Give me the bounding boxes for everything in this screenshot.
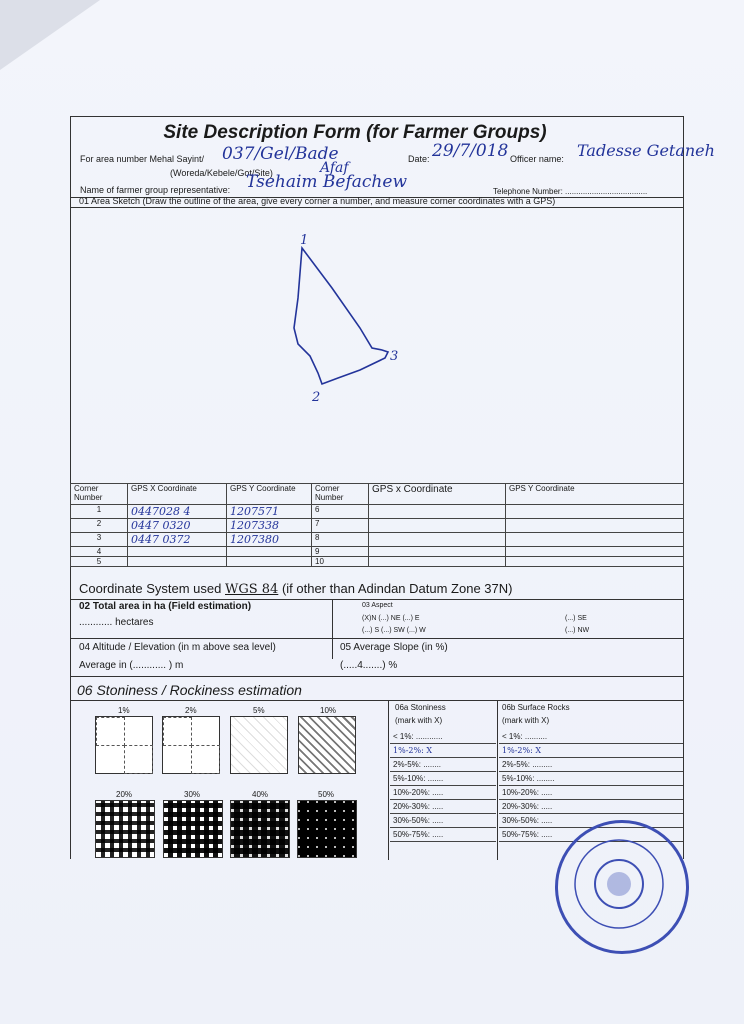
sketch-outline [294, 248, 388, 384]
gps-y2-value [506, 557, 684, 567]
table-row [71, 519, 684, 533]
corner-label-1: 1 [300, 233, 309, 248]
gps-y-value: 1207571 [227, 505, 312, 519]
total-area-hectares: ............ hectares [79, 617, 154, 628]
woreda-label: (Woreda/Kebele/Got/Site) [170, 168, 273, 178]
rocks-row: 1%-2%: X [499, 744, 683, 758]
woreda-extra: Afaf [320, 160, 349, 176]
gps-y2-value [506, 547, 684, 557]
aspect-line-2: (...) S (...) SW (...) W [362, 627, 426, 634]
header-corner: Corner Number [71, 484, 128, 505]
coord-system-label: Coordinate System used [79, 581, 222, 596]
stoniness-row: 50%-75%: ..... [390, 828, 496, 842]
slope-value: (.....4.......) % [340, 660, 398, 671]
table-row [71, 547, 684, 557]
rule [70, 599, 684, 600]
stoniness-pattern-6 [163, 800, 223, 858]
gps-x-value: 0447028 4 [128, 505, 227, 519]
corner-number-2: 10 [312, 557, 369, 567]
rule [388, 700, 389, 860]
rocks-row: 50%-75%: ..... [499, 828, 683, 842]
corner-number: 5 [71, 557, 128, 567]
rule [70, 700, 684, 701]
rocks-row: 30%-50%: ..... [499, 814, 683, 828]
altitude-label: 04 Altitude / Elevation (in m above sea level) [79, 642, 276, 653]
coord-system-value: WGS 84 [224, 582, 279, 597]
stoniness-row: 20%-30%: ..... [390, 800, 496, 814]
rule [70, 676, 684, 677]
frame-top [70, 116, 684, 117]
stoniness-row: 2%-5%: ........ [390, 758, 496, 772]
gps-y-value [227, 547, 312, 557]
table-header-row [71, 484, 684, 505]
col-a-title: 06a Stoniness [395, 703, 446, 712]
table-row [71, 533, 684, 547]
corner-number: 4 [71, 547, 128, 557]
officer-label: Officer name: [510, 154, 564, 164]
rocks-row: 2%-5%: ......... [499, 758, 683, 772]
gps-x-value: 0447 0372 [128, 533, 227, 547]
stoniness-pattern-4 [298, 716, 356, 774]
header-gps-y: GPS Y Coordinate [227, 484, 312, 505]
rep-value: Tsehaim Befachew [246, 172, 407, 192]
stoniness-pattern-2 [162, 716, 220, 774]
gps-x-value [128, 547, 227, 557]
pattern-label: 30% [184, 790, 201, 799]
area-value: 037/Gel/Bade [222, 144, 339, 164]
pattern-label: 1% [118, 706, 130, 715]
rule [70, 638, 684, 639]
gps-x2-value [369, 557, 506, 567]
corner-number-2: 7 [312, 519, 369, 533]
aspect-label: 03 Aspect [362, 602, 393, 609]
coord-system-note: (if other than Adindan Datum Zone 37N) [281, 581, 513, 596]
rule [332, 599, 333, 659]
header-gps-x: GPS X Coordinate [128, 484, 227, 505]
area-label: For area number Mehal Sayint/ [80, 154, 205, 164]
pattern-label: 20% [116, 790, 133, 799]
col-b-title: 06b Surface Rocks [502, 703, 570, 712]
pattern-cell [124, 745, 153, 774]
table-row [71, 557, 684, 567]
corner-number: 2 [71, 519, 128, 533]
pattern-label: 40% [252, 790, 269, 799]
area-sketch [70, 208, 684, 483]
slope-label: 05 Average Slope (in %) [340, 642, 448, 653]
gps-y2-value [506, 519, 684, 533]
gps-y-value: 1207380 [227, 533, 312, 547]
rocks-row: 5%-10%: ........ [499, 772, 683, 786]
pattern-label: 50% [318, 790, 335, 799]
stoniness-row: 5%-10%: ....... [390, 772, 496, 786]
officer-value: Tadesse Getaneh [577, 141, 715, 160]
header-corner-2: Corner Number [312, 484, 369, 505]
pattern-label: 2% [185, 706, 197, 715]
coordinate-table [70, 483, 684, 567]
stoniness-table [390, 730, 496, 842]
table-row [71, 505, 684, 519]
stoniness-heading: 06 Stoniness / Rockiness estimation [77, 682, 302, 698]
date-label: Date: [408, 154, 430, 164]
pattern-cell [191, 745, 220, 774]
corner-number: 1 [71, 505, 128, 519]
gps-x-value [128, 557, 227, 567]
pattern-cell [96, 717, 125, 746]
col-b-sub: (mark with X) [502, 716, 550, 725]
form-title: Site Description Form (for Farmer Groups) [163, 122, 547, 143]
pattern-cell [163, 717, 192, 746]
altitude-average: Average in (............ ) m [79, 660, 184, 671]
sketch-header: 01 Area Sketch (Draw the outline of the area, give every corner a number, and measure corner coordinates with a GPS) [79, 196, 556, 206]
gps-y2-value [506, 505, 684, 519]
pattern-label: 5% [253, 706, 265, 715]
col-a-sub: (mark with X) [395, 716, 443, 725]
stoniness-pattern-3 [230, 716, 288, 774]
rocks-row: < 1%: .......... [499, 730, 683, 744]
date-value: 29/7/018 [432, 141, 509, 161]
stoniness-pattern-8 [297, 800, 357, 858]
rocks-row: 10%-20%: ..... [499, 786, 683, 800]
corner-number-2: 6 [312, 505, 369, 519]
aspect-line-4: (...) NW [565, 627, 590, 634]
header-gps-y-2: GPS Y Coordinate [506, 484, 684, 505]
gps-y-value [227, 557, 312, 567]
rocks-row: 20%-30%: ..... [499, 800, 683, 814]
aspect-line-1: (X)N (...) NE (...) E [362, 615, 420, 622]
gps-x2-value [369, 547, 506, 557]
gps-x-value: 0447 0320 [128, 519, 227, 533]
stoniness-row: 10%-20%: ..... [390, 786, 496, 800]
stoniness-pattern-7 [230, 800, 290, 858]
stoniness-row: 1%-2%: X [390, 744, 496, 758]
gps-x2-value [369, 505, 506, 519]
stoniness-row: < 1%: ............ [390, 730, 496, 744]
stoniness-pattern-5 [95, 800, 155, 858]
rep-label: Name of farmer group representative: [80, 185, 231, 195]
corner-label-2: 2 [312, 390, 321, 405]
stoniness-pattern-1 [95, 716, 153, 774]
gps-y2-value [506, 533, 684, 547]
phone-label: Telephone Number: ..................................... [493, 187, 648, 196]
pattern-label: 10% [320, 706, 337, 715]
gps-x2-value [369, 519, 506, 533]
gps-x2-value [369, 533, 506, 547]
corner-number: 3 [71, 533, 128, 547]
stoniness-row: 30%-50%: ..... [390, 814, 496, 828]
coord-system-line [79, 581, 512, 597]
header-gps-x-2: GPS x Coordinate [369, 484, 506, 505]
corner-label-3: 3 [390, 349, 399, 364]
corner-number-2: 8 [312, 533, 369, 547]
official-stamp [555, 820, 689, 954]
corner-number-2: 9 [312, 547, 369, 557]
aspect-line-3: (...) SE [565, 615, 587, 622]
rule [497, 700, 498, 860]
stamp-graphic [558, 823, 680, 945]
gps-y-value: 1207338 [227, 519, 312, 533]
total-area-label: 02 Total area in ha (Field estimation) [79, 601, 252, 612]
folded-corner [0, 0, 100, 70]
